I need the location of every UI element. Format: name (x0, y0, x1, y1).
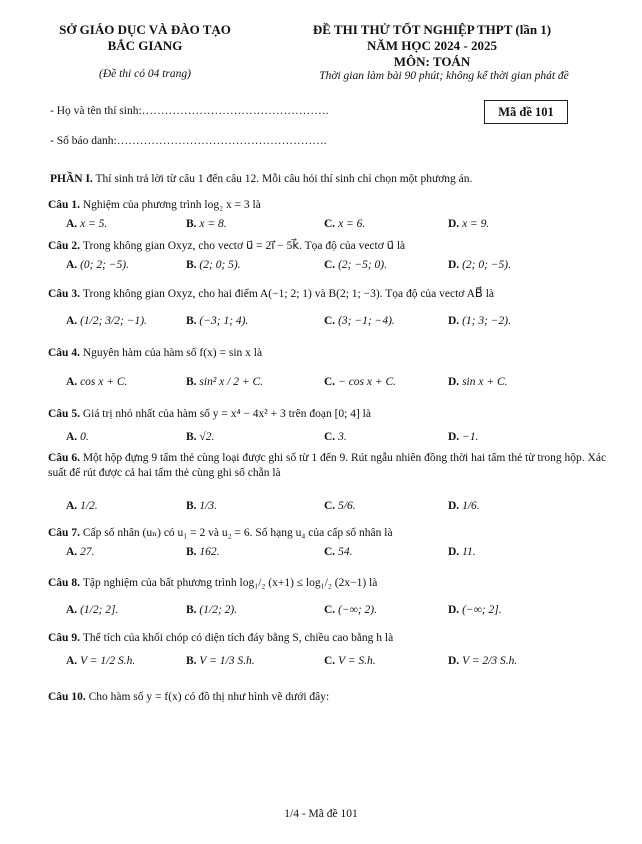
subject: MÔN: TOÁN (393, 54, 471, 69)
question-5-option-c (324, 431, 347, 443)
section-text: Thí sinh trả lời từ câu 1 đến câu 12. Mỗi câu hỏi thí sinh chỉ chọn một phương án. (95, 173, 473, 185)
question-number: Câu 5. (48, 408, 83, 420)
option-key: A. (66, 655, 81, 667)
question-6-option-a (66, 500, 98, 512)
school-province: BẮC GIANG (107, 38, 183, 53)
option-key: A. (66, 604, 81, 616)
school-year: NĂM HỌC 2024 - 2025 (367, 38, 497, 53)
option-value: (−3; 1; 4). (199, 315, 249, 327)
question-9 (48, 631, 612, 646)
question-text: Nguyên hàm của hàm số f(x) = sin x là (82, 347, 263, 359)
question-3-option-d (448, 315, 511, 327)
option-key: A. (66, 500, 81, 512)
question-7-option-d (448, 546, 476, 558)
question-9-option-d (448, 655, 517, 667)
question-6 (48, 451, 612, 481)
question-4-option-d (448, 376, 508, 388)
question-number: Câu 6. (48, 452, 83, 464)
question-1-option-b (186, 218, 227, 230)
question-2-option-b (186, 259, 241, 271)
option-value: V = 1/3 S.h. (199, 655, 255, 667)
question-9-option-a (66, 655, 135, 667)
option-key: C. (324, 259, 339, 271)
question-7-option-c (324, 546, 352, 558)
question-text: Một hộp đựng 9 tấm thẻ cùng loại được ghi số từ 1 đến 9. Rút ngẫu nhiên đồng thời hai tấm thẻ từ trong hộp. Xác suất để rút được cả hai tấm thẻ cùng ghi số chẵn là (48, 452, 607, 479)
question-4-option-c (324, 376, 396, 388)
option-value: (1/2; 2]. (80, 604, 119, 616)
question-1-option-a (66, 218, 107, 230)
option-key: A. (66, 546, 81, 558)
option-value: (2; −5; 0). (338, 259, 388, 271)
question-7-option-b (186, 546, 220, 558)
option-key: A. (66, 315, 81, 327)
section-heading (50, 173, 612, 185)
option-key: C. (324, 500, 339, 512)
question-number: Câu 1. (48, 199, 83, 211)
question-number: Câu 2. (48, 240, 83, 252)
question-8-option-b (186, 604, 237, 616)
question-3-option-b (186, 315, 248, 327)
option-value: √2. (199, 431, 215, 443)
question-text: Cho hàm số y = f(x) có đồ thị như hình vẽ dưới đây: (88, 691, 330, 703)
option-value: −1. (462, 431, 479, 443)
question-text: Trong không gian Oxyz, cho hai điểm A(−1; 2; 1) và B(2; 1; −3). Tọa độ của vectơ AB⃗ là (82, 288, 494, 300)
option-value: (1/2; 2). (199, 604, 238, 616)
candidate-name-field: - Họ và tên thí sinh:…………………………………………. (50, 105, 329, 117)
option-key: C. (324, 218, 339, 230)
question-4 (48, 346, 612, 361)
option-key: B. (186, 218, 200, 230)
question-7-option-a (66, 546, 94, 558)
question-4-option-a (66, 376, 127, 388)
question-3-option-a (66, 315, 147, 327)
option-value: sin x + C. (462, 376, 508, 388)
option-key: B. (186, 376, 200, 388)
question-10 (48, 690, 612, 705)
option-key: D. (448, 500, 463, 512)
option-value: (3; −1; −4). (338, 315, 395, 327)
question-number: Câu 7. (48, 527, 83, 539)
candidate-id-field: - Số báo danh:………………………………………………. (50, 135, 327, 147)
option-key: D. (448, 431, 463, 443)
time-note: Thời gian làm bài 90 phút; không kể thời gian phát đề (319, 70, 569, 82)
section-title: PHẦN I. (50, 173, 93, 185)
option-key: C. (324, 315, 339, 327)
question-3-option-c (324, 315, 395, 327)
question-number: Câu 4. (48, 347, 83, 359)
option-value: (2; 0; 5). (199, 259, 241, 271)
option-key: B. (186, 546, 200, 558)
option-value: (−∞; 2]. (462, 604, 502, 616)
question-4-option-b (186, 376, 263, 388)
option-value: 5/6. (338, 500, 356, 512)
option-key: A. (66, 218, 81, 230)
option-key: B. (186, 500, 200, 512)
option-value: 0. (80, 431, 89, 443)
question-5-option-d (448, 431, 478, 443)
option-value: x = 8. (199, 218, 227, 230)
page-footer: 1/4 - Mã đề 101 (284, 808, 358, 820)
option-key: D. (448, 218, 463, 230)
option-value: (1; 3; −2). (462, 315, 512, 327)
option-key: B. (186, 259, 200, 271)
question-2-option-d (448, 259, 511, 271)
option-key: C. (324, 431, 339, 443)
question-text: Giá trị nhỏ nhất của hàm số y = x⁴ − 4x² + 3 trên đoạn [0; 4] là (82, 408, 371, 420)
option-key: B. (186, 431, 200, 443)
question-9-option-c (324, 655, 376, 667)
question-1 (48, 198, 612, 213)
question-number: Câu 9. (48, 632, 83, 644)
option-value: V = S.h. (338, 655, 376, 667)
option-value: V = 1/2 S.h. (80, 655, 136, 667)
question-8 (48, 576, 612, 591)
question-2 (48, 239, 612, 254)
option-value: cos x + C. (80, 376, 128, 388)
option-value: (0; 2; −5). (80, 259, 130, 271)
question-number: Câu 10. (48, 691, 89, 703)
question-5-option-a (66, 431, 89, 443)
option-key: D. (448, 655, 463, 667)
option-value: (2; 0; −5). (462, 259, 512, 271)
question-7 (48, 526, 612, 541)
option-value: (1/2; 3/2; −1). (80, 315, 147, 327)
question-text: Cấp số nhân (uₙ) có u₁ = 2 và u₂ = 6. Số hạng u₄ của cấp số nhân là (82, 527, 393, 539)
option-key: C. (324, 604, 339, 616)
option-key: C. (324, 655, 339, 667)
option-key: D. (448, 546, 463, 558)
option-value: x = 6. (338, 218, 366, 230)
option-key: A. (66, 259, 81, 271)
question-text: Trong không gian Oxyz, cho vectơ u⃗ = 2i⃗ − 5k⃗. Tọa độ của vectơ u⃗ là (82, 240, 406, 252)
question-text: Thể tích của khối chóp có diện tích đáy bằng S, chiều cao bằng h là (82, 632, 394, 644)
option-key: D. (448, 259, 463, 271)
option-value: x = 5. (80, 218, 108, 230)
option-value: 1/2. (80, 500, 98, 512)
option-key: B. (186, 655, 200, 667)
question-5 (48, 407, 612, 422)
option-value: 162. (199, 546, 220, 558)
option-value: (−∞; 2). (338, 604, 378, 616)
question-6-option-b (186, 500, 217, 512)
question-text: Nghiệm của phương trình log₂ x = 3 là (82, 199, 261, 211)
option-value: 3. (338, 431, 347, 443)
page-count-note: (Đề thi có 04 trang) (99, 68, 191, 80)
exam-title: ĐỀ THI THỬ TỐT NGHIỆP THPT (lần 1) (312, 22, 552, 37)
question-1-option-d (448, 218, 489, 230)
option-value: 54. (338, 546, 353, 558)
question-2-option-c (324, 259, 387, 271)
question-8-option-a (66, 604, 118, 616)
option-key: D. (448, 376, 463, 388)
question-9-option-b (186, 655, 255, 667)
option-value: − cos x + C. (338, 376, 397, 388)
question-1-option-c (324, 218, 365, 230)
question-number: Câu 8. (48, 577, 83, 589)
option-key: D. (448, 315, 463, 327)
question-number: Câu 3. (48, 288, 83, 300)
question-6-option-c (324, 500, 356, 512)
question-8-option-c (324, 604, 377, 616)
question-3 (48, 287, 612, 302)
option-value: 27. (80, 546, 95, 558)
option-value: 1/3. (199, 500, 217, 512)
option-value: V = 2/3 S.h. (462, 655, 518, 667)
option-key: B. (186, 604, 200, 616)
question-5-option-b (186, 431, 214, 443)
option-key: A. (66, 431, 81, 443)
option-key: C. (324, 546, 339, 558)
question-8-option-d (448, 604, 502, 616)
option-key: B. (186, 315, 200, 327)
option-key: C. (324, 376, 339, 388)
question-6-option-d (448, 500, 480, 512)
option-value: x = 9. (462, 218, 490, 230)
option-key: A. (66, 376, 81, 388)
option-value: 11. (462, 546, 476, 558)
option-key: D. (448, 604, 463, 616)
option-value: 1/6. (462, 500, 480, 512)
question-text: Tập nghiệm của bất phương trình log₁/₂ (x+1) ≤ log₁/₂ (2x−1) là (82, 577, 378, 589)
question-2-option-a (66, 259, 129, 271)
exam-code-box: Mã đề 101 (484, 100, 568, 124)
option-value: sin² x / 2 + C. (199, 376, 264, 388)
school-dept: SỞ GIÁO DỤC VÀ ĐÀO TẠO (59, 22, 231, 37)
